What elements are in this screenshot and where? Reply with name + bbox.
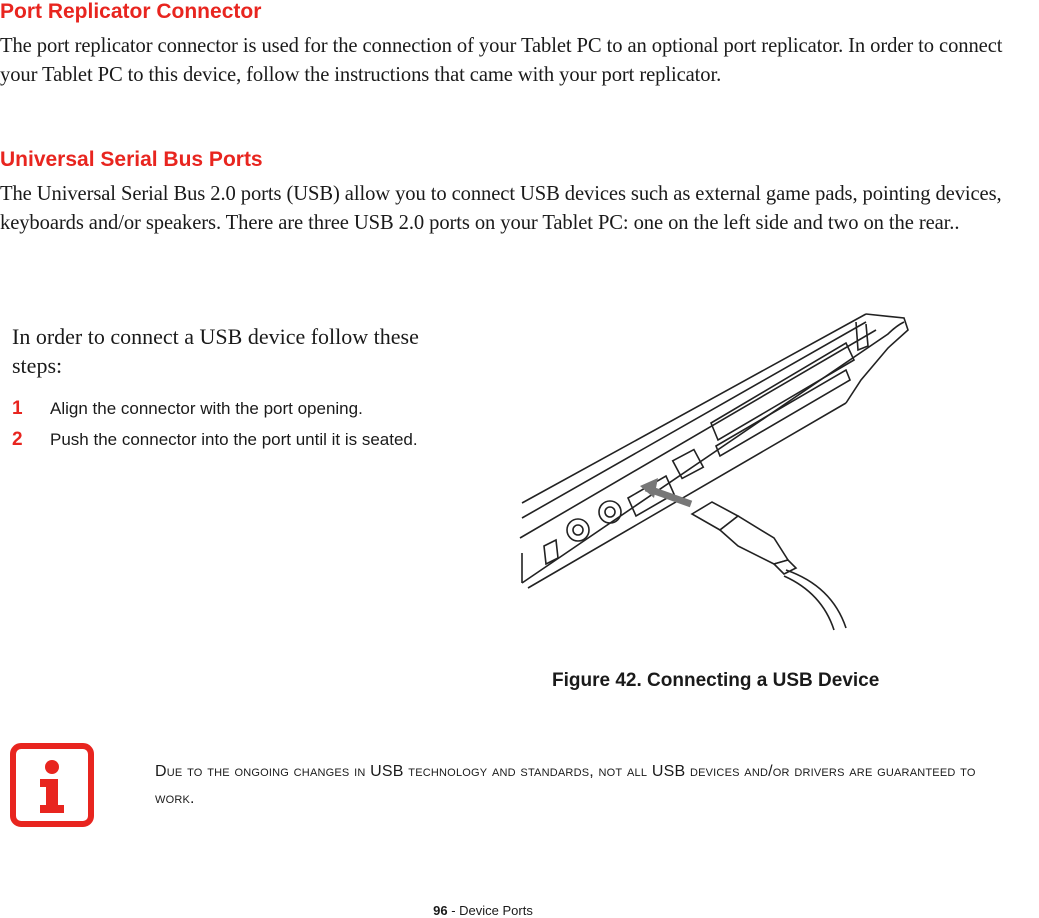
figure-caption: Figure 42. Connecting a USB Device <box>552 670 880 691</box>
list-item <box>12 427 452 452</box>
page-number: 96 <box>433 903 448 918</box>
step-number: 1 <box>12 398 23 419</box>
page-footer <box>0 903 966 918</box>
procedure-intro: In order to connect a USB device follow these steps: <box>12 324 419 378</box>
step-text: Push the connector into the port until it is seated. <box>50 430 418 449</box>
paragraph-usb-ports: The Universal Serial Bus 2.0 ports (USB) allow you to connect USB devices such as external game pads, pointing devices, keyboards and/or speakers. There are three USB 2.0 ports on your Tablet PC: one on the left side and two on the rear.. <box>0 183 1002 234</box>
steps-list <box>12 396 452 458</box>
paragraph-port-replicator: The port replicator connector is used for the connection of your Tablet PC to an optional port replicator. In order to connect your Tablet PC to this device, follow the instructions that came with your port replicator. <box>0 35 1003 86</box>
note-text: Due to the ongoing changes in USB technology and standards, not all USB devices and/or drivers are guaranteed to work. <box>155 763 976 807</box>
step-number: 2 <box>12 429 23 450</box>
step-text: Align the connector with the port opening. <box>50 399 363 418</box>
heading-port-replicator: Port Replicator Connector <box>0 0 262 23</box>
usb-connection-illustration <box>516 308 916 633</box>
footer-separator: - <box>447 903 460 918</box>
info-icon <box>10 743 94 827</box>
heading-usb-ports: Universal Serial Bus Ports <box>0 148 263 171</box>
list-item <box>12 396 452 421</box>
footer-section: Device Ports <box>459 903 533 918</box>
